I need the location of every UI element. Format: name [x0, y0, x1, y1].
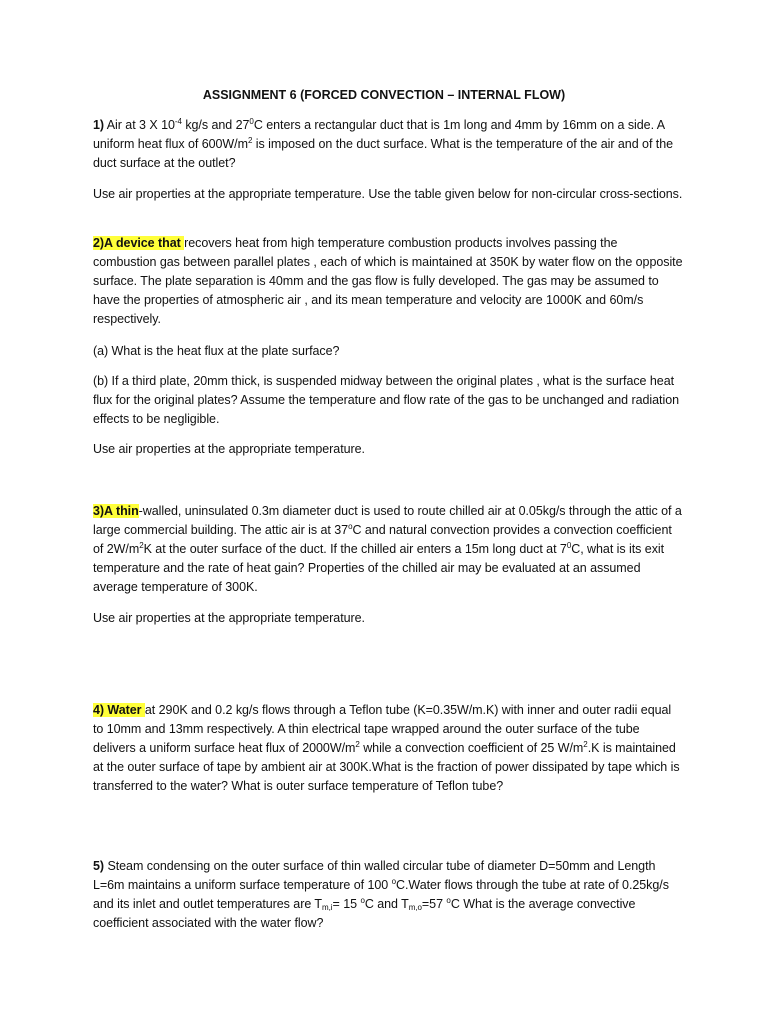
question-1-number: 1) [93, 118, 105, 132]
question-3-highlight: 3)A thin [93, 504, 139, 518]
assignment-title: ASSIGNMENT 6 (FORCED CONVECTION – INTERNAL FLOW) [202, 88, 566, 102]
question-4-highlight: 4) Water [93, 703, 145, 717]
question-2-highlight: 2)A device that [93, 236, 185, 250]
question-5-number: 5) [93, 859, 105, 873]
question-5: 5) Steam condensing on the outer surface of thin walled circular tube of diameter D=50mm and Length L=6m maintains a uniform surface temperature of 100 $^o$C.Water flows through the tube at rate of 0.25kg/s and its inlet and outlet temperatures are $T_{m,i}= 15$ $^o$C and $T_{m,o}=57$ $^o$C What is the average convective coefficient associated with the water flow? [93, 859, 669, 930]
question-2-note: Use air properties at the appropriate temperature. [93, 442, 365, 456]
question-2-part-a: (a) What is the heat flux at the plate surface? [93, 344, 340, 358]
question-4: 4) Water at 290K and 0.2 kg/s flows through a Teflon tube (K=0.35W/m.K) with inner and outer radii equal to 10mm and 13mm respectively. A thin electrical tape wrapped around the outer surface of the tube delivers a uniform surface heat flux of $2000W/m^2$ while a convection coefficient of 25 $W/m^2.K$ is maintained at the outer surface of tape by ambient air at 300K.What is the fraction of power dissipated by tape which is transferred to the water? What is outer surface temperature of Teflon tube? [93, 703, 680, 793]
question-1: 1) Air at 3 X $10^{-4}$ kg/s and $27^0C$ enters a rectangular duct that is 1m long and 4mm by 16mm on a side. A uniform heat flux of $600W/m^2$ is imposed on the duct surface. What is the temperature of the air and of the duct surface at the outlet? [93, 117, 674, 170]
question-3-note: Use air properties at the appropriate temperature. [93, 611, 365, 625]
question-1-note: Use air properties at the appropriate temperature. Use the table given below for non-circular cross-sections. [93, 187, 683, 201]
question-2-part-b: (b) If a third plate, 20mm thick, is suspended midway between the original plates , what is the surface heat flux for the original plates? Assume the temperature and flow rate of the gas to be unchanged and radiation effects to be negligible. [93, 374, 680, 426]
question-2: 2)A device that recovers heat from high temperature combustion products involves passing the combustion gas between parallel plates , each of which is maintained at 350K by water flow on the opposite surface. The plate separation is 40mm and the gas flow is fully developed. The gas may be assumed to have the properties of atmospheric air , and its mean temperature and velocity are 1000K and 60m/s respectively. [93, 236, 683, 326]
question-3: 3)A thin-walled, uninsulated 0.3m diameter duct is used to route chilled air at 0.05kg/s through the attic of a large commercial building. The attic air is at 37$^o$C and natural convection provides a convection coefficient of $2W/m^2K$ at the outer surface of the duct. If the chilled air enters a 15m long duct at $7^0C$, what is its exit temperature and the rate of heat gain? Properties of the chilled air may be evaluated at an assumed average temperature of 300K. [93, 504, 682, 594]
